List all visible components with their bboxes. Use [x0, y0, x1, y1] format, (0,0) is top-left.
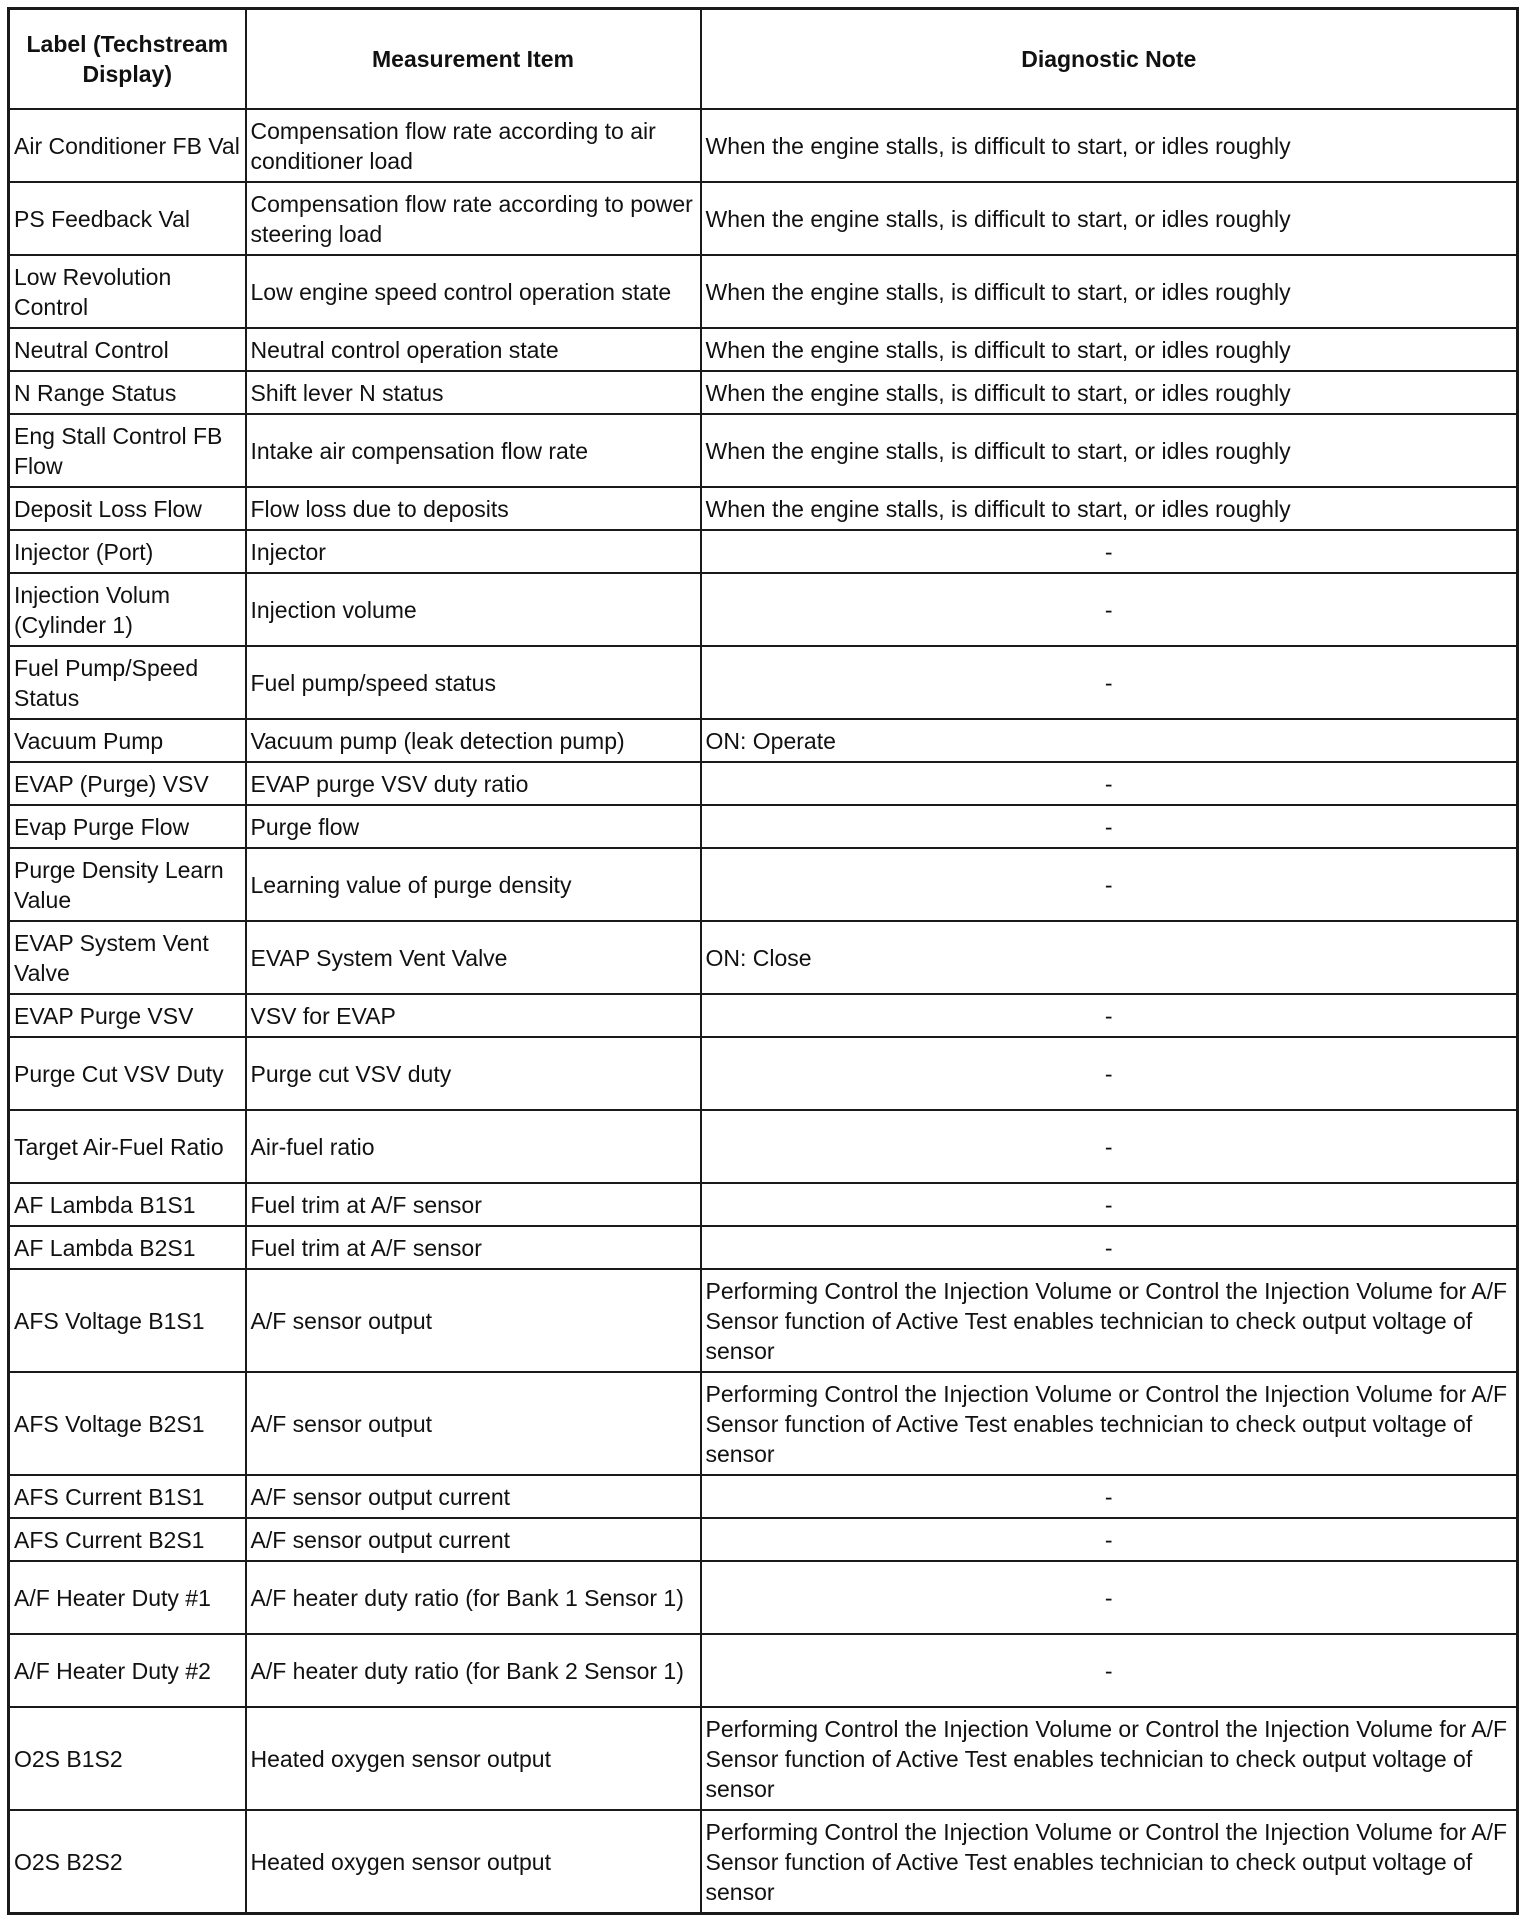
cell-diagnostic-note: - [701, 1634, 1518, 1707]
cell-measurement-item: Vacuum pump (leak detection pump) [246, 719, 701, 762]
cell-diagnostic-note: ON: Close [701, 921, 1518, 994]
cell-measurement-item: Heated oxygen sensor output [246, 1810, 701, 1914]
header-diagnostic-note: Diagnostic Note [701, 9, 1518, 110]
data-list-table [7, 7, 1519, 1915]
cell-label: A/F Heater Duty #2 [9, 1634, 246, 1707]
cell-diagnostic-note: - [701, 646, 1518, 719]
table-row [9, 487, 1518, 530]
table-row [9, 1226, 1518, 1269]
cell-label: Injection Volum (Cylinder 1) [9, 573, 246, 646]
table-row [9, 1707, 1518, 1810]
cell-measurement-item: Fuel trim at A/F sensor [246, 1226, 701, 1269]
cell-diagnostic-note: When the engine stalls, is difficult to start, or idles roughly [701, 328, 1518, 371]
table-row [9, 719, 1518, 762]
table-row [9, 414, 1518, 487]
cell-label: AF Lambda B2S1 [9, 1226, 246, 1269]
cell-label: Injector (Port) [9, 530, 246, 573]
cell-label: AFS Current B2S1 [9, 1518, 246, 1561]
cell-label: EVAP (Purge) VSV [9, 762, 246, 805]
cell-diagnostic-note: - [701, 1110, 1518, 1183]
table-row [9, 1037, 1518, 1110]
table-row [9, 530, 1518, 573]
cell-diagnostic-note: - [701, 1226, 1518, 1269]
cell-diagnostic-note: When the engine stalls, is difficult to start, or idles roughly [701, 255, 1518, 328]
cell-diagnostic-note: Performing Control the Injection Volume or Control the Injection Volume for A/F Sensor function of Active Test enables technician to check output voltage of sensor [701, 1372, 1518, 1475]
table-row [9, 109, 1518, 182]
cell-measurement-item: Flow loss due to deposits [246, 487, 701, 530]
table-row [9, 1110, 1518, 1183]
cell-diagnostic-note: - [701, 573, 1518, 646]
cell-measurement-item: Heated oxygen sensor output [246, 1707, 701, 1810]
table-header-row [9, 9, 1518, 110]
cell-diagnostic-note: Performing Control the Injection Volume or Control the Injection Volume for A/F Sensor function of Active Test enables technician to check output voltage of sensor [701, 1269, 1518, 1372]
cell-measurement-item: EVAP purge VSV duty ratio [246, 762, 701, 805]
cell-diagnostic-note: - [701, 1518, 1518, 1561]
cell-diagnostic-note: When the engine stalls, is difficult to start, or idles roughly [701, 109, 1518, 182]
cell-label: AF Lambda B1S1 [9, 1183, 246, 1226]
table-row [9, 328, 1518, 371]
cell-measurement-item: Low engine speed control operation state [246, 255, 701, 328]
cell-diagnostic-note: - [701, 994, 1518, 1037]
document-page [7, 7, 1516, 1915]
cell-label: Neutral Control [9, 328, 246, 371]
cell-measurement-item: VSV for EVAP [246, 994, 701, 1037]
cell-label: O2S B1S2 [9, 1707, 246, 1810]
cell-measurement-item: Compensation flow rate according to air conditioner load [246, 109, 701, 182]
cell-label: O2S B2S2 [9, 1810, 246, 1914]
cell-measurement-item: EVAP System Vent Valve [246, 921, 701, 994]
cell-measurement-item: Learning value of purge density [246, 848, 701, 921]
cell-label: EVAP Purge VSV [9, 994, 246, 1037]
cell-measurement-item: Purge flow [246, 805, 701, 848]
cell-diagnostic-note: - [701, 805, 1518, 848]
table-row [9, 1810, 1518, 1914]
cell-measurement-item: A/F heater duty ratio (for Bank 2 Sensor 1) [246, 1634, 701, 1707]
cell-label: Purge Density Learn Value [9, 848, 246, 921]
cell-diagnostic-note: - [701, 1183, 1518, 1226]
cell-diagnostic-note: Performing Control the Injection Volume or Control the Injection Volume for A/F Sensor function of Active Test enables technician to check output voltage of sensor [701, 1707, 1518, 1810]
table-row [9, 921, 1518, 994]
cell-diagnostic-note: - [701, 530, 1518, 573]
table-row [9, 573, 1518, 646]
table-row [9, 848, 1518, 921]
cell-diagnostic-note: When the engine stalls, is difficult to start, or idles roughly [701, 487, 1518, 530]
cell-measurement-item: Air-fuel ratio [246, 1110, 701, 1183]
cell-measurement-item: A/F sensor output [246, 1269, 701, 1372]
cell-label: Purge Cut VSV Duty [9, 1037, 246, 1110]
cell-label: AFS Voltage B2S1 [9, 1372, 246, 1475]
cell-label: Eng Stall Control FB Flow [9, 414, 246, 487]
cell-measurement-item: Fuel trim at A/F sensor [246, 1183, 701, 1226]
cell-label: A/F Heater Duty #1 [9, 1561, 246, 1634]
table-row [9, 1269, 1518, 1372]
table-row [9, 1183, 1518, 1226]
table-row [9, 646, 1518, 719]
cell-label: AFS Voltage B1S1 [9, 1269, 246, 1372]
cell-diagnostic-note: ON: Operate [701, 719, 1518, 762]
table-row [9, 762, 1518, 805]
table-row [9, 994, 1518, 1037]
cell-diagnostic-note: - [701, 1475, 1518, 1518]
header-measurement-item: Measurement Item [246, 9, 701, 110]
cell-diagnostic-note: When the engine stalls, is difficult to start, or idles roughly [701, 182, 1518, 255]
cell-label: Evap Purge Flow [9, 805, 246, 848]
table-row [9, 255, 1518, 328]
cell-measurement-item: A/F sensor output current [246, 1475, 701, 1518]
table-row [9, 805, 1518, 848]
cell-label: Target Air-Fuel Ratio [9, 1110, 246, 1183]
table-row [9, 1518, 1518, 1561]
cell-label: Low Revolution Control [9, 255, 246, 328]
table-row [9, 1634, 1518, 1707]
cell-label: Air Conditioner FB Val [9, 109, 246, 182]
cell-measurement-item: A/F heater duty ratio (for Bank 1 Sensor 1) [246, 1561, 701, 1634]
cell-measurement-item: A/F sensor output [246, 1372, 701, 1475]
table-row [9, 182, 1518, 255]
cell-diagnostic-note: When the engine stalls, is difficult to start, or idles roughly [701, 371, 1518, 414]
cell-diagnostic-note: Performing Control the Injection Volume or Control the Injection Volume for A/F Sensor function of Active Test enables technician to check output voltage of sensor [701, 1810, 1518, 1914]
cell-diagnostic-note: - [701, 1561, 1518, 1634]
cell-label: Deposit Loss Flow [9, 487, 246, 530]
cell-label: Fuel Pump/Speed Status [9, 646, 246, 719]
cell-label: AFS Current B1S1 [9, 1475, 246, 1518]
cell-measurement-item: Neutral control operation state [246, 328, 701, 371]
table-row [9, 1561, 1518, 1634]
cell-measurement-item: Injector [246, 530, 701, 573]
cell-diagnostic-note: - [701, 848, 1518, 921]
cell-measurement-item: Compensation flow rate according to power steering load [246, 182, 701, 255]
cell-measurement-item: A/F sensor output current [246, 1518, 701, 1561]
table-row [9, 371, 1518, 414]
cell-diagnostic-note: - [701, 1037, 1518, 1110]
cell-label: PS Feedback Val [9, 182, 246, 255]
cell-label: EVAP System Vent Valve [9, 921, 246, 994]
header-label: Label (Techstream Display) [9, 9, 246, 110]
cell-measurement-item: Intake air compensation flow rate [246, 414, 701, 487]
table-row [9, 1475, 1518, 1518]
cell-label: N Range Status [9, 371, 246, 414]
cell-diagnostic-note: When the engine stalls, is difficult to start, or idles roughly [701, 414, 1518, 487]
table-row [9, 1372, 1518, 1475]
cell-measurement-item: Fuel pump/speed status [246, 646, 701, 719]
cell-measurement-item: Purge cut VSV duty [246, 1037, 701, 1110]
cell-label: Vacuum Pump [9, 719, 246, 762]
cell-measurement-item: Shift lever N status [246, 371, 701, 414]
cell-diagnostic-note: - [701, 762, 1518, 805]
cell-measurement-item: Injection volume [246, 573, 701, 646]
